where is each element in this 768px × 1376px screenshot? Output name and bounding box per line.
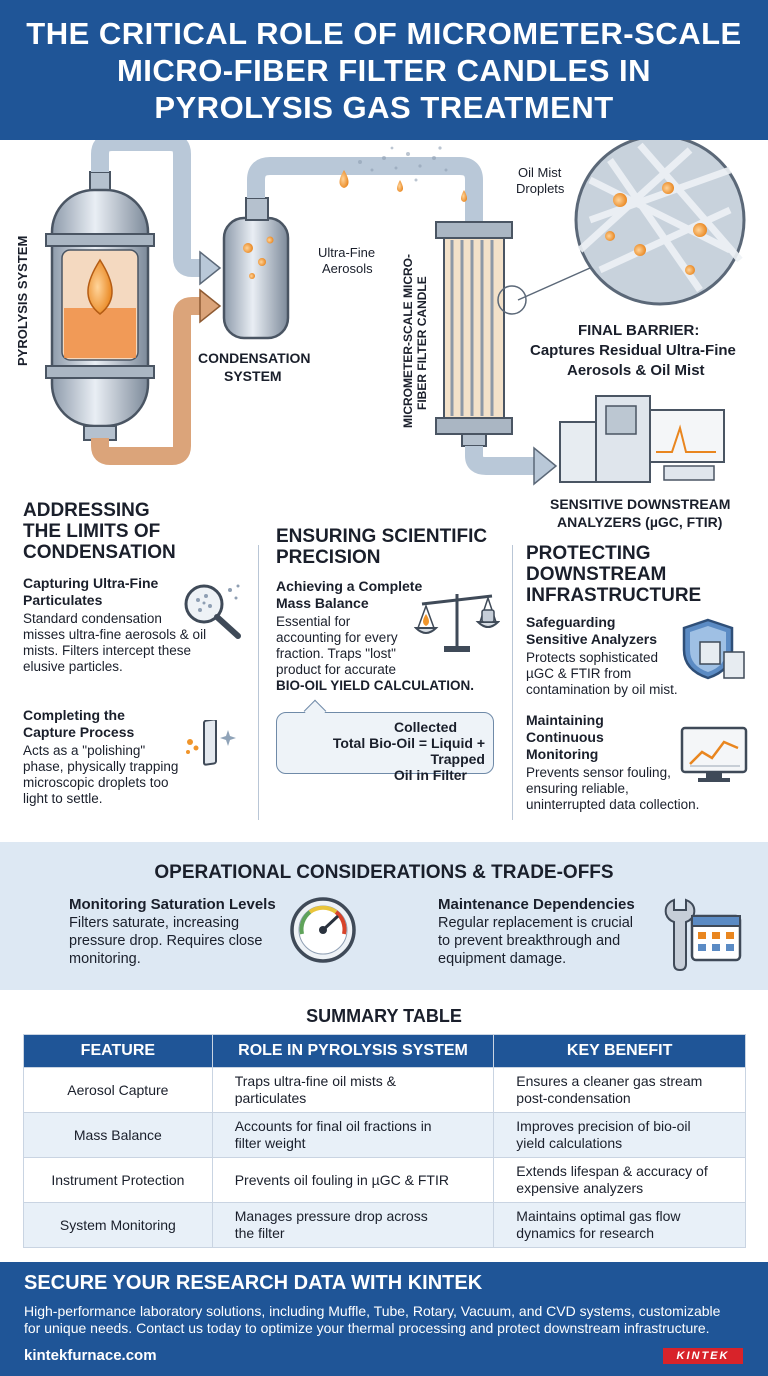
table-row [24, 1158, 746, 1203]
filter-pad-icon [182, 720, 242, 770]
item-text: accounting for every [276, 630, 398, 645]
table-cell [212, 1158, 494, 1203]
barrier-label-2: Captures Residual Ultra-Fine [530, 342, 736, 359]
footer-title: SECURE YOUR RESEARCH DATA WITH KINTEK [24, 1272, 483, 1294]
outlet-pipe [474, 446, 540, 466]
item-title: Particulates [23, 592, 103, 608]
condensation-label-2: SYSTEM [224, 368, 282, 384]
cell-line: filter weight [234, 1135, 306, 1151]
balance-scale-icon [414, 588, 500, 654]
cell-line: Accounts for final oil fractions in [234, 1118, 432, 1134]
item-text: Regular replacement is crucial [438, 915, 634, 931]
filter-label-1: MICROMETER-SCALE MICRO- [401, 254, 415, 428]
condenser-vessel-icon [224, 198, 288, 338]
table-cell: Mass Balance [24, 1113, 213, 1158]
item-text: Essential for [276, 614, 351, 629]
item-title: Maintaining [526, 712, 604, 728]
table-header-cell: ROLE IN PYROLYSIS SYSTEM [212, 1035, 494, 1068]
item-text: Filters saturate, increasing [69, 915, 240, 931]
table-cell [494, 1113, 746, 1158]
item-text: monitoring. [69, 951, 141, 967]
page-title-line-1: THE CRITICAL ROLE OF MICROMETER-SCALE [26, 15, 742, 51]
table-cell: Aerosol Capture [24, 1068, 213, 1113]
item-title: Completing the [23, 707, 125, 723]
pyrolysis-vessel-icon [46, 172, 154, 440]
item-text: Protects sophisticated [526, 650, 659, 665]
website-link[interactable]: kintekfurnace.com [24, 1347, 157, 1364]
footer-text-line: High-performance laboratory solutions, including Muffle, Tube, Rotary, Vacuum, and CVD systems, customizable [24, 1303, 721, 1319]
item-title: Continuous [526, 729, 604, 745]
operations-title: OPERATIONAL CONSIDERATIONS & TRADE-OFFS [154, 862, 614, 883]
wrench-calendar-icon [660, 894, 744, 974]
section-divider [258, 545, 259, 820]
section-title-line: DOWNSTREAM [526, 564, 667, 585]
item-text: BIO-OIL YIELD CALCULATION. [276, 678, 474, 693]
formula-line: Total Bio-Oil = Liquid + Trapped [332, 735, 485, 767]
item-title: Monitoring [526, 746, 599, 762]
oil-mist-label-2: Droplets [516, 181, 565, 196]
item-title: Sensitive Analyzers [526, 631, 657, 647]
aerosols-label-2: Aerosols [322, 261, 373, 276]
section-title-line: ENSURING SCIENTIFIC [276, 526, 488, 547]
page-header [0, 0, 768, 140]
table-cell [494, 1068, 746, 1113]
cell-line: Ensures a cleaner gas stream [516, 1073, 703, 1089]
cell-line: post-condensation [516, 1090, 631, 1106]
item-text: Acts as a "polishing" [23, 743, 146, 758]
barrier-label-1: FINAL BARRIER: [578, 322, 700, 339]
operational-considerations-panel [0, 842, 768, 990]
table-cell [494, 1158, 746, 1203]
barrier-label-3: Aerosols & Oil Mist [567, 362, 705, 379]
section-title-line: INFRASTRUCTURE [526, 585, 702, 606]
monitor-chart-icon [680, 726, 750, 786]
item-title: Achieving a Complete [276, 578, 423, 594]
item-text: to prevent breakthrough and [438, 933, 621, 949]
table-cell: System Monitoring [24, 1203, 213, 1248]
table-row [24, 1203, 746, 1248]
summary-table [23, 1034, 746, 1248]
cell-line: Manages pressure drop across [234, 1208, 428, 1224]
saturation-item [69, 896, 276, 968]
section-title-line: THE LIMITS OF [23, 521, 161, 542]
analyzers-label-1: SENSITIVE DOWNSTREAM [550, 496, 731, 512]
section-title-line: PROTECTING [526, 543, 651, 564]
condensation-label-1: CONDENSATION [198, 350, 311, 366]
item-title: Monitoring Saturation Levels [69, 896, 276, 913]
formula-line: Oil in Filter [393, 767, 467, 783]
table-cell: Instrument Protection [24, 1158, 213, 1203]
section-title-line: PRECISION [276, 547, 381, 568]
item-text: µGC & FTIR from [526, 666, 632, 681]
oil-droplet-icon [397, 180, 403, 192]
item-text: pressure drop. Requires close [69, 933, 263, 949]
item-text: product for accurate [276, 662, 397, 677]
footer-banner [0, 1262, 768, 1376]
item-text: ensuring reliable, [526, 781, 629, 796]
item-text: mists. Filters intercept these [23, 643, 192, 658]
cell-line: yield calculations [516, 1135, 623, 1151]
item-text: microscopic droplets too [23, 775, 169, 790]
item-text: Prevents sensor fouling, [526, 765, 671, 780]
footer-text-line: for unique needs. Contact us today to optimize your thermal processing and protect downstream infrastructure. [24, 1320, 710, 1336]
oil-mist-label-1: Oil Mist [518, 165, 562, 180]
item-text: misses ultra-fine aerosols & oil [23, 627, 207, 642]
cell-line: dynamics for research [516, 1225, 655, 1241]
footer-description [24, 1303, 744, 1337]
gas-pipe [256, 166, 474, 222]
item-title: Mass Balance [276, 595, 369, 611]
section-title-line: ADDRESSING [23, 500, 150, 521]
bio-oil-formula-box [276, 712, 494, 783]
table-header-cell: FEATURE [24, 1035, 213, 1068]
pressure-gauge-icon [288, 894, 358, 966]
arrow-right-icon [200, 290, 220, 322]
item-text: contamination by oil mist. [526, 682, 678, 697]
pyrolysis-system-label: PYROLYSIS SYSTEM [15, 235, 30, 366]
table-header-row [24, 1035, 746, 1068]
item-title: Capture Process [23, 724, 135, 740]
cell-line: expensive analyzers [516, 1180, 644, 1196]
aerosols-label-1: Ultra-Fine [318, 245, 376, 260]
section-title-line: CONDENSATION [23, 542, 176, 563]
cell-line: Extends lifespan & accuracy of [516, 1163, 708, 1179]
item-title: Maintenance Dependencies [438, 896, 635, 913]
page-title-line-3: PYROLYSIS GAS TREATMENT [154, 89, 614, 125]
filter-candle-icon [436, 222, 512, 446]
cell-line: the filter [234, 1225, 285, 1241]
item-title: Capturing Ultra-Fine [23, 575, 159, 591]
table-cell [212, 1203, 494, 1248]
analyzer-instruments-icon [560, 396, 724, 482]
cell-line: Improves precision of bio-oil [516, 1118, 691, 1134]
filter-label-2: FIBER FILTER CANDLE [415, 276, 429, 410]
table-row [24, 1113, 746, 1158]
page-title-line-2: MICRO-FIBER FILTER CANDLES IN [116, 52, 651, 88]
item-text: uninterrupted data collection. [526, 797, 700, 812]
table-cell [212, 1068, 494, 1113]
item-title: Safeguarding [526, 614, 616, 630]
item-text: equipment damage. [438, 951, 567, 967]
item-text: light to settle. [23, 791, 103, 806]
table-row [24, 1068, 746, 1113]
item-text: phase, physically trapping [23, 759, 179, 774]
analyzers-label-2: ANALYZERS (µGC, FTIR) [557, 514, 723, 530]
maintenance-item [438, 896, 635, 968]
shield-icon [678, 616, 748, 682]
magnifying-glass-icon [180, 580, 246, 640]
table-cell [494, 1203, 746, 1248]
item-text: elusive particles. [23, 659, 123, 674]
table-header-cell: KEY BENEFIT [494, 1035, 746, 1068]
arrow-right-icon [534, 448, 556, 484]
section-divider [512, 545, 513, 820]
kintek-logo: KINTEK [663, 1348, 743, 1364]
arrow-right-icon [200, 252, 220, 284]
cell-line: Traps ultra-fine oil mists & particulates [234, 1073, 397, 1106]
formula-line: Collected [393, 719, 457, 735]
summary-title: SUMMARY TABLE [306, 1006, 462, 1026]
cell-line: Maintains optimal gas flow [516, 1208, 681, 1224]
item-text: fraction. Traps "lost" [276, 646, 396, 661]
item-text: Standard condensation [23, 611, 162, 626]
cell-line: Prevents oil fouling in µGC & FTIR [234, 1171, 449, 1188]
table-cell [212, 1113, 494, 1158]
